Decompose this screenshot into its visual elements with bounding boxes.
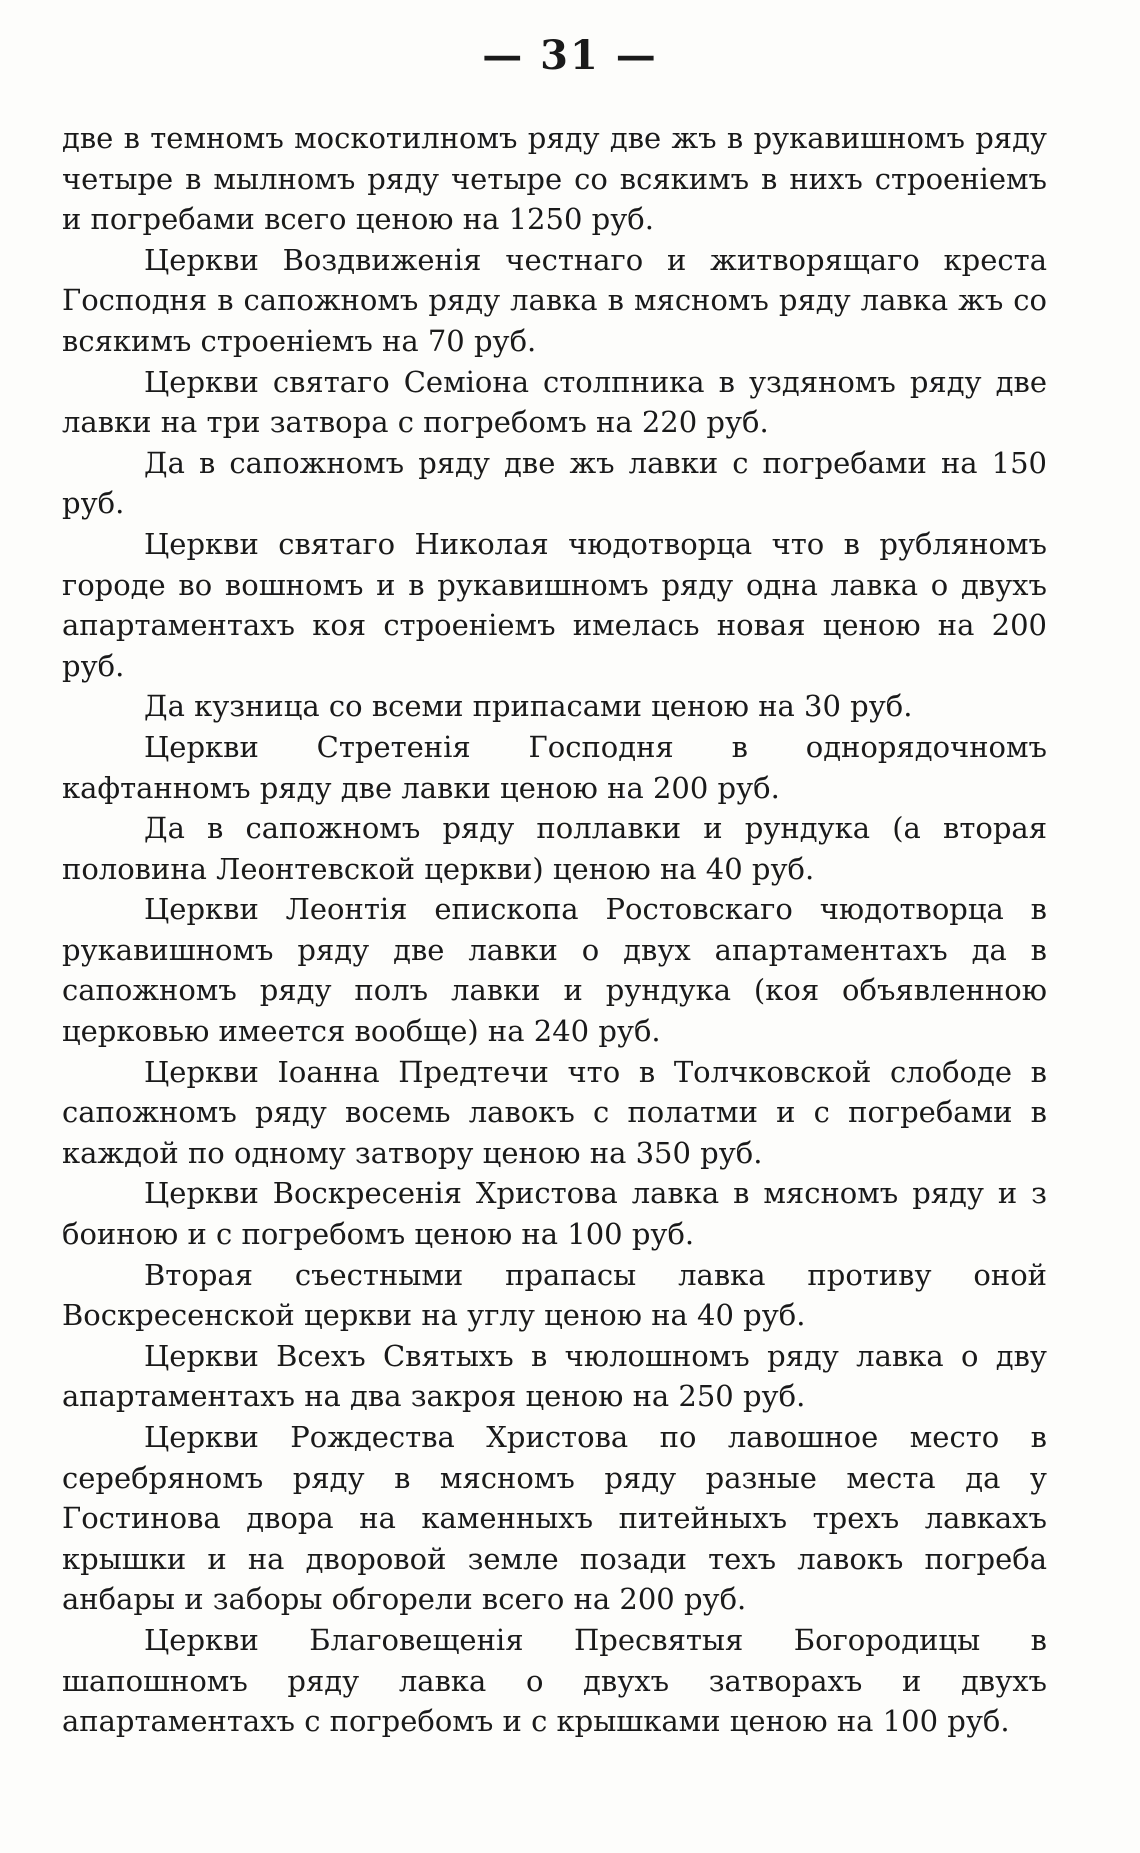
paragraph-ioann: Церкви Іоанна Предтечи что в Толчковской слободе в сапожномъ ряду восемь лавокъ с полатми и с погребами в каждой по одному затвору ценою на 350 руб. [62, 1054, 1047, 1170]
page-text [62, 118, 1047, 1742]
paragraph-leontiy: Церкви Леонтія епископа Ростовскаго чюдотворца в рукавишномъ ряду две лавки о двух апартаментахъ да в сапожномъ ряду полъ лавки и рундука (коя объявленною церковью имеется вообще) на 240 руб. [62, 892, 1047, 1049]
paragraph-nikolay: Церкви святаго Николая чюдотворца что в рубляномъ городе во вошномъ и в рукавишномъ ряду одна лавка о двухъ апартаментахъ коя строеніемъ имелась новая ценою на 200 руб. [62, 526, 1047, 683]
paragraph-sretenie-sapozhny: Да в сапожномъ ряду поллавки и рундука (а вторая половина Леонтевской церкви) ценою на 40 руб. [62, 811, 1047, 886]
paragraph-blagoveshchenie: Церкви Благовещенія Пресвятыя Богородицы в шапошномъ ряду лавка о двухъ затворахъ и двухъ апартаментахъ с погребомъ и с крышками ценою на 100 руб. [62, 1622, 1047, 1739]
page-number: — 31 — [482, 32, 658, 79]
paragraph-continuation: две в темномъ москотилномъ ряду две жъ в рукавишномъ ряду четыре в мылномъ ряду четыре со всякимъ в нихъ строеніемъ и погребами всего ценою на 1250 руб. [62, 121, 1047, 237]
paragraph-sretenie: Церкви Стретенія Господня в однорядочномъ кафтанномъ ряду две лавки ценою на 200 руб. [62, 729, 1047, 805]
paragraph-kuznitsa: Да кузница со всеми припасами ценою на 30 руб. [144, 689, 913, 724]
paragraph-semion-sapozhny: Да в сапожномъ ряду две жъ лавки с погребами на 150 руб. [62, 445, 1047, 521]
paragraph-voskresenie: Церкви Воскресенія Христова лавка в мясномъ ряду и з боиною и с погребомъ ценою на 100 руб. [62, 1176, 1047, 1252]
paragraph-vozdvizhenie: Церкви Воздвиженія честнаго и житворящаго креста Господня в сапожномъ ряду лавка в мясномъ ряду лавка жъ со всякимъ строеніемъ на 70 руб. [62, 242, 1047, 358]
paragraph-vtoraya-lavka: Вторая съестными прапасы лавка противу оной Воскресенской церкви на углу ценою на 40 руб. [62, 1257, 1047, 1333]
paragraph-semion: Церкви святаго Семіона столпника в уздяномъ ряду две лавки на три затвора с погребомъ на 220 руб. [62, 364, 1047, 440]
paragraph-vseh-svyatyh: Церкви Всехъ Святыхъ в чюлошномъ ряду лавка о дву апартаментахъ на два закроя ценою на 250 руб. [62, 1338, 1047, 1414]
paragraph-rozhdestvo: Церкви Рождества Христова по лавошное место в серебряномъ ряду в мясномъ ряду разные места да у Гостинова двора на каменныхъ питейныхъ трехъ лавкахъ крышки и на дворовой земле позади техъ лавокъ погреба анбары и заборы обгорели всего на 200 руб. [62, 1420, 1047, 1617]
